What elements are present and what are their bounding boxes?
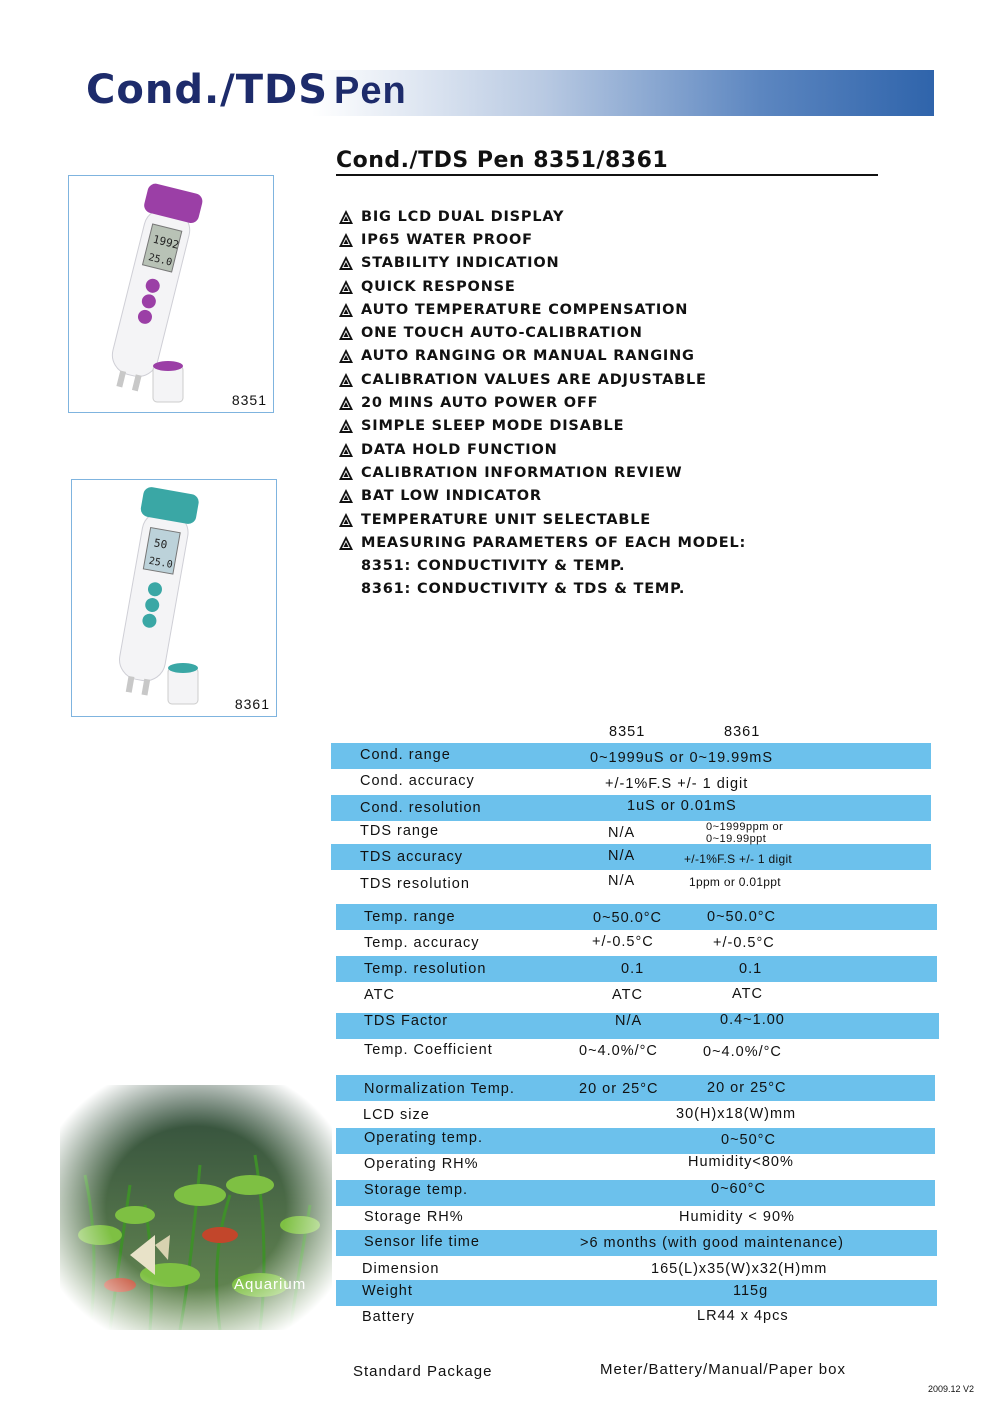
- svg-text:25.0: 25.0: [147, 252, 174, 269]
- feature-item: [338, 275, 746, 298]
- warning-triangle-icon: [338, 302, 354, 318]
- feature-item: [338, 415, 746, 438]
- spec-value: +/-0.5°C: [713, 935, 775, 951]
- feature-text: AUTO RANGING OR MANUAL RANGING: [361, 348, 695, 365]
- version-stamp: 2009.12 V2: [928, 1384, 975, 1394]
- feature-text: AUTO TEMPERATURE COMPENSATION: [361, 301, 689, 318]
- spec-value: N/A: [608, 848, 636, 864]
- warning-triangle-icon: [338, 512, 354, 528]
- feature-item: [338, 205, 746, 228]
- spec-value: 0~50.0°C: [707, 909, 777, 925]
- feature-text: SIMPLE SLEEP MODE DISABLE: [361, 418, 625, 435]
- product-subtitle: Cond./TDS Pen 8351/8361: [336, 148, 878, 176]
- package-value: Meter/Battery/Manual/Paper box: [600, 1361, 846, 1378]
- warning-triangle-icon: [338, 348, 354, 364]
- warning-triangle-icon: [338, 488, 354, 504]
- spec-value: 0.1: [739, 961, 763, 977]
- spec-label: Temp. Coefficient: [364, 1042, 493, 1058]
- spec-label: Operating temp.: [364, 1130, 483, 1146]
- feature-item: [338, 485, 746, 508]
- warning-triangle-icon: [338, 535, 354, 551]
- spec-label: Cond. range: [360, 747, 451, 763]
- feature-text: TEMPERATURE UNIT SELECTABLE: [361, 511, 651, 528]
- spec-label: ATC: [364, 987, 395, 1003]
- warning-triangle-icon: [338, 442, 354, 458]
- warning-triangle-icon: [338, 255, 354, 271]
- spec-value: 0~4.0%/°C: [703, 1044, 782, 1060]
- spec-label: LCD size: [363, 1107, 430, 1123]
- spec-value: 0~50°C: [721, 1132, 776, 1148]
- spec-value: 1ppm or 0.01ppt: [689, 875, 781, 889]
- spec-label: Dimension: [362, 1261, 440, 1277]
- feature-text: CALIBRATION VALUES ARE ADJUSTABLE: [361, 371, 707, 388]
- spec-value: ATC: [732, 986, 763, 1002]
- warning-triangle-icon: [338, 372, 354, 388]
- product-image-8351: [68, 175, 274, 413]
- feature-item: [338, 391, 746, 414]
- warning-triangle-icon: [338, 395, 354, 411]
- spec-label: Cond. resolution: [360, 800, 482, 816]
- warning-triangle-icon: [338, 209, 354, 225]
- spec-value: 115g: [733, 1283, 769, 1299]
- spec-value: 0~19.99ppt: [706, 833, 767, 845]
- spec-value: Humidity < 90%: [679, 1209, 795, 1225]
- spec-value: 20 or 25°C: [707, 1080, 787, 1096]
- feature-item: [338, 321, 746, 344]
- spec-value: ATC: [612, 987, 643, 1003]
- feature-item: [338, 298, 746, 321]
- feature-item: [338, 461, 746, 484]
- warning-triangle-icon: [338, 418, 354, 434]
- aquarium-image: [60, 1085, 332, 1330]
- feature-sub-item: 8361: CONDUCTIVITY & TDS & TEMP.: [361, 581, 686, 598]
- product-caption-8361: 8361: [234, 696, 270, 712]
- spec-value: LR44 x 4pcs: [697, 1308, 789, 1324]
- spec-label: Temp. accuracy: [364, 935, 480, 951]
- feature-item: [338, 368, 746, 391]
- spec-value: 1uS or 0.01mS: [627, 798, 737, 814]
- page-title: [86, 67, 407, 113]
- spec-label: Battery: [362, 1309, 415, 1325]
- spec-value: 0~50.0°C: [593, 910, 663, 926]
- page-title-bold: Cond./TDS: [86, 67, 329, 113]
- feature-item: [338, 508, 746, 531]
- spec-label: Temp. range: [364, 909, 456, 925]
- feature-text: DATA HOLD FUNCTION: [361, 441, 558, 458]
- feature-text: 20 MINS AUTO POWER OFF: [361, 395, 599, 412]
- spec-value: +/-1%F.S +/- 1 digit: [684, 852, 793, 866]
- spec-value: 0.1: [621, 961, 645, 977]
- feature-item: [338, 438, 746, 461]
- spec-label: Operating RH%: [364, 1156, 479, 1172]
- warning-triangle-icon: [338, 279, 354, 295]
- spec-value: N/A: [608, 825, 636, 841]
- spec-value: 165(L)x35(W)x32(H)mm: [651, 1261, 828, 1277]
- pen-8361-illustration: [72, 480, 276, 716]
- svg-text:50: 50: [152, 536, 169, 552]
- spec-value: 0.4~1.00: [720, 1012, 785, 1028]
- spec-value: N/A: [615, 1013, 643, 1029]
- header-banner: [70, 67, 934, 116]
- spec-value: 0~60°C: [711, 1181, 766, 1197]
- col-header-8361: 8361: [724, 724, 761, 740]
- feature-text: IP65 WATER PROOF: [361, 231, 533, 248]
- warning-triangle-icon: [338, 325, 354, 341]
- feature-text: ONE TOUCH AUTO-CALIBRATION: [361, 325, 643, 342]
- page-title-rest: Pen: [334, 70, 407, 112]
- spec-value: +/-1%F.S +/- 1 digit: [605, 776, 749, 792]
- spec-label: Weight: [362, 1283, 413, 1299]
- feature-sub-item: 8351: CONDUCTIVITY & TEMP.: [361, 558, 626, 575]
- feature-text: MEASURING PARAMETERS OF EACH MODEL:: [361, 534, 747, 551]
- spec-label: TDS resolution: [360, 876, 470, 892]
- warning-triangle-icon: [338, 232, 354, 248]
- spec-value: Humidity<80%: [688, 1154, 794, 1170]
- spec-label: TDS accuracy: [360, 849, 464, 865]
- col-header-8351: 8351: [609, 724, 646, 740]
- spec-label: Storage RH%: [364, 1209, 464, 1225]
- feature-text: BIG LCD DUAL DISPLAY: [361, 208, 565, 225]
- svg-text:25.0: 25.0: [147, 555, 174, 571]
- feature-item: [338, 228, 746, 251]
- svg-text:1992: 1992: [151, 232, 181, 252]
- spec-value: >6 months (with good maintenance): [580, 1235, 844, 1251]
- product-caption-8351: 8351: [231, 392, 267, 408]
- feature-item: [338, 252, 746, 275]
- feature-text: CALIBRATION INFORMATION REVIEW: [361, 464, 683, 481]
- spec-label: TDS range: [360, 823, 440, 839]
- spec-value: 30(H)x18(W)mm: [676, 1106, 797, 1122]
- feature-text: QUICK RESPONSE: [361, 278, 516, 295]
- feature-text: BAT LOW INDICATOR: [361, 488, 542, 505]
- spec-value: 0~4.0%/°C: [579, 1043, 658, 1059]
- spec-value: +/-0.5°C: [592, 934, 654, 950]
- spec-label: Storage temp.: [364, 1182, 469, 1198]
- spec-label: Temp. resolution: [364, 961, 487, 977]
- feature-list: [338, 205, 746, 601]
- pen-8351-illustration: [69, 176, 273, 412]
- spec-label: Cond. accuracy: [360, 773, 475, 789]
- spec-value: 20 or 25°C: [579, 1081, 659, 1097]
- spec-value: 0~1999ppm or: [706, 821, 784, 833]
- spec-value: 0~1999uS or 0~19.99mS: [590, 750, 774, 766]
- package-label: Standard Package: [353, 1363, 493, 1380]
- spec-band: [336, 1280, 937, 1306]
- warning-triangle-icon: [338, 465, 354, 481]
- feature-item: [338, 345, 746, 368]
- product-image-8361: [71, 479, 277, 717]
- spec-value: N/A: [608, 873, 636, 889]
- aquarium-label: Aquarium: [234, 1276, 307, 1293]
- feature-text: STABILITY INDICATION: [361, 255, 560, 272]
- feature-item: [338, 531, 746, 554]
- spec-label: TDS Factor: [364, 1013, 449, 1029]
- spec-label: Sensor life time: [364, 1234, 480, 1250]
- spec-label: Normalization Temp.: [364, 1081, 515, 1097]
